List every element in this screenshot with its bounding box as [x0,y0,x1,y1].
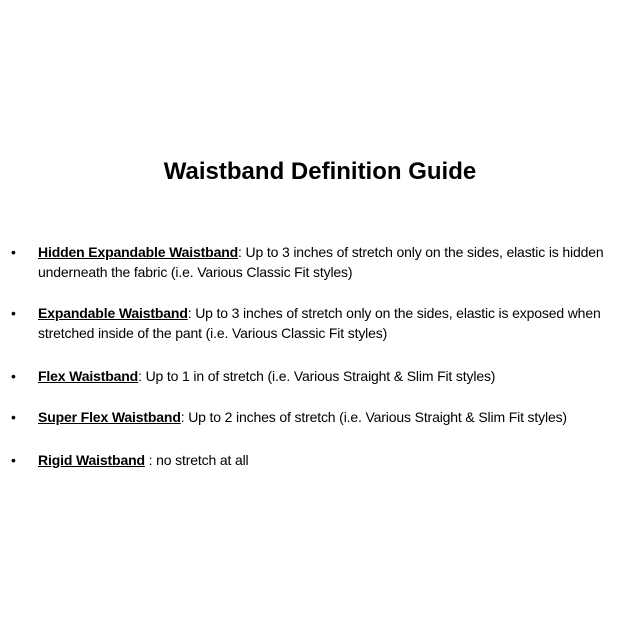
term-description: no stretch at all [152,452,249,468]
term-label: Expandable Waistband [38,305,188,321]
term-separator: : [180,409,185,425]
bullet-icon: • [11,368,16,384]
bullet-icon: • [11,305,16,321]
term-description: Up to 2 inches of stretch (i.e. Various Straight & Slim Fit styles) [184,409,567,425]
term-label: Rigid Waistband [38,452,145,468]
term-description: Up to 1 in of stretch (i.e. Various Straight & Slim Fit styles) [141,368,496,384]
term-separator: : [238,244,242,260]
term-separator: : [144,452,153,468]
page-title: Waistband Definition Guide [163,158,477,185]
term-label: Hidden Expandable Waistband [38,244,239,260]
list-item-text [38,303,628,343]
term-label: Flex Waistband [38,368,139,384]
bullet-icon: • [11,409,16,425]
term-separator: : [187,305,192,321]
list-item-text [38,450,628,470]
bullet-icon: • [11,244,16,260]
bullet-icon: • [11,452,16,468]
term-description: Up to 3 inches of stretch only on the sides, elastic is exposed when stretched inside of the pant (i.e. Various Classic Fit styles) [38,305,601,341]
term-label: Super Flex Waistband [38,409,181,425]
term-separator: : [138,368,142,384]
list-item-text [38,366,628,386]
term-description: Up to 3 inches of stretch only on the sides, elastic is hidden underneath the fabric (i.e. Various Classic Fit styles) [38,244,604,280]
list-item-text [38,242,628,282]
list-item-text [38,407,628,427]
